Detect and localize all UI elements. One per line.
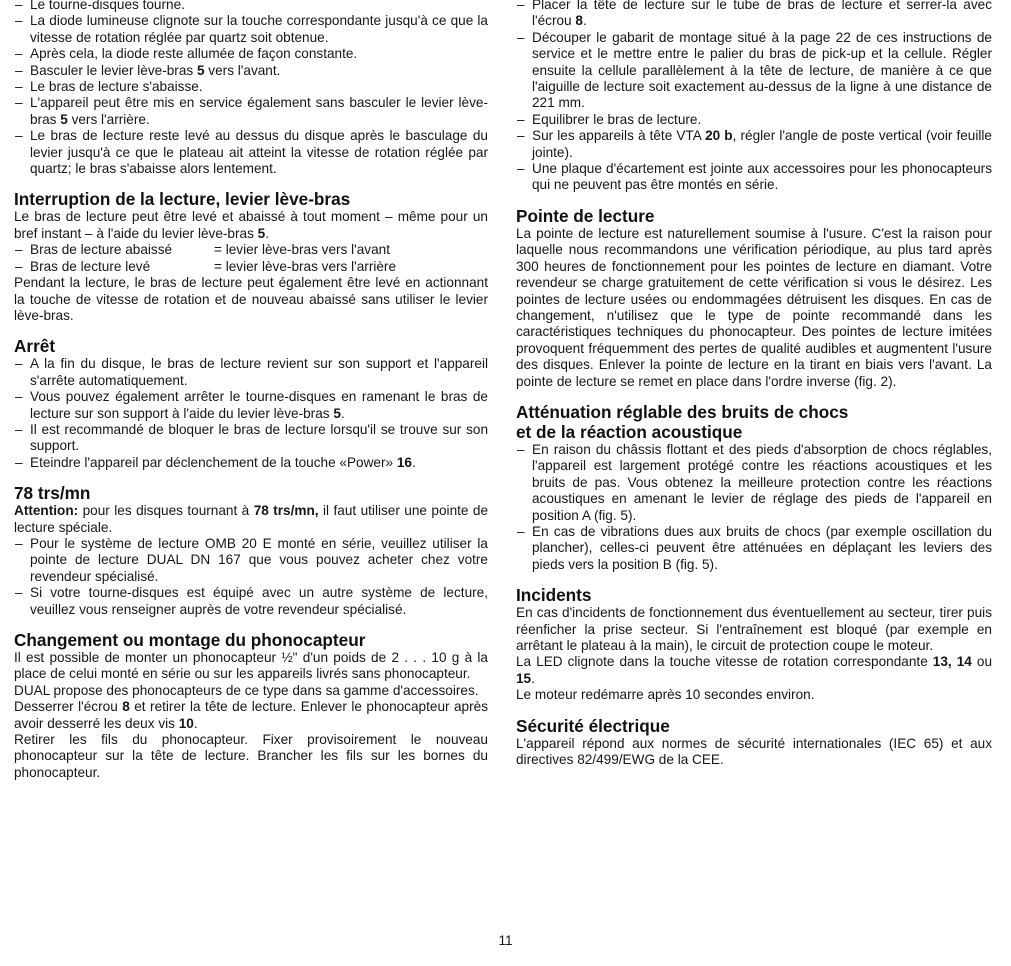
list-item: – A la fin du disque, le bras de lecture revient sur son support et l'appareil s'arrête automatiquement. bbox=[14, 356, 488, 389]
list-item: – Sur les appareils à tête VTA 20 b, régler l'angle de poste vertical (voir feuille jointe). bbox=[516, 128, 992, 161]
paragraph: Il est possible de monter un phonocapteur ½" d'un poids de 2 . . . 10 g à la place de celui monté en série ou sur les appareils livrés sans phonocapteur. bbox=[14, 650, 488, 682]
paragraph: La pointe de lecture est naturellement soumise à l'usure. C'est la raison pour laquelle nous recommandons une vérification périodique, au plus tard après 300 heures de fonctionnement pour les pointes de lecture en diamant. Votre revendeur se charge gratuitement de cette vérification si vous le désirez. Les pointes de lecture usées ou endommagées détruisent les disques. En cas de changement, n'utilisez que le type de pointe recommandé dans les caractéristiques techniques du phonocapteur. Des pointes de lecture imitées provoquent fréquemment des pertes de qualité audibles et augmentent l'usure des disques. Enlever la pointe de lecture en la tirant en biais vers l'avant. La pointe de lecture se remet en place dans l'ordre inverse (fig. 2). bbox=[516, 225, 992, 389]
page-number: 11 bbox=[498, 933, 513, 948]
list-item: – Si votre tourne-disques est équipé avec un autre système de lecture, veuillez vous renseigner auprès de votre revendeur spécialisé. bbox=[14, 585, 488, 618]
section-title-78rpm: 78 trs/mn bbox=[14, 483, 91, 504]
attenuation-list bbox=[516, 442, 992, 573]
intro-list bbox=[516, 0, 992, 194]
paragraph: La LED clignote dans la touche vitesse de rotation correspondante 13, 14 ou 15. bbox=[516, 654, 993, 686]
list-item: – En cas de vibrations dues aux bruits de chocs (par exemple oscillation du plancher), celles-ci peuvent être atténuées en déplaçant les leviers des pieds vers la position B (fig. 5). bbox=[516, 524, 992, 573]
section-title-pointe: Pointe de lecture bbox=[516, 205, 655, 226]
section-title-incidents: Incidents bbox=[516, 585, 592, 606]
list-item: – Bras de lecture levé = levier lève-bras vers l'arrière bbox=[14, 259, 488, 275]
list-item: – L'appareil peut être mis en service également sans basculer le levier lève-bras 5 vers l'arrière. bbox=[14, 95, 488, 128]
section-title-changement: Changement ou montage du phonocapteur bbox=[14, 630, 366, 650]
paragraph: DUAL propose des phonocapteurs de ce type dans sa gamme d'accessoires. bbox=[14, 682, 479, 698]
section-title-securite: Sécurité électrique bbox=[516, 715, 670, 736]
section-title-attenuation: Atténuation réglable des bruits de chocs et de la réaction acoustique bbox=[516, 401, 849, 442]
list-item: – Placer la tête de lecture sur le tube de bras de lecture et serrer-la avec l'écrou 8. bbox=[516, 0, 992, 30]
list-item: – Le bras de lecture s'abaisse. bbox=[14, 79, 488, 95]
paragraph: Le bras de lecture peut être levé et abaissé à tout moment – même pour un bref instant – à l'aide du levier lève-bras 5. bbox=[14, 209, 488, 241]
list-item: – En raison du châssis flottant et des pieds d'absorption de chocs réglables, l'appareil est largement protégé contre les réactions acoustiques et les bruits de pas. Vous obtenez la meilleure protection contre les réactions acoustiques en amenant le levier de réglage des pieds de l'appareil en position A (fig. 5). bbox=[516, 442, 992, 524]
intro-list bbox=[14, 0, 488, 177]
list-item: – Le bras de lecture reste levé au dessus du disque après le basculage du levier jusqu'à ce que le plateau ait atteint la vitesse de rotation réglée par quartz; le bras s'abaisse alors lentement. bbox=[14, 128, 488, 177]
list-item: – Le tourne-disques tourne. bbox=[14, 0, 488, 13]
list-item: – Après cela, la diode reste allumée de façon constante. bbox=[14, 46, 488, 62]
lever-position-list bbox=[14, 242, 488, 275]
paragraph: Pendant la lecture, le bras de lecture peut également être levé en actionnant la touche de vitesse de rotation et de nouveau abaissé sans utiliser le levier lève-bras. bbox=[14, 275, 488, 323]
list-item: – Découper le gabarit de montage situé à la page 22 de ces instructions de service et le mettre entre le palier du bras de pick-up et la cellule. Régler ensuite la cellule parallèlement à la tête de lecture, de manière à ce que l'aiguille de lecture soit exactement au-dessus de la ligne à une distance de 221 mm. bbox=[516, 30, 992, 112]
list-item: – Pour le système de lecture OMB 20 E monté en série, veuillez utiliser la pointe de lecture DUAL DN 167 que vous pouvez acheter chez votre revendeur spécialisé. bbox=[14, 536, 488, 585]
list-item: – La diode lumineuse clignote sur la touche correspondante jusqu'à ce que la vitesse de rotation réglée par quartz soit obtenue. bbox=[14, 13, 488, 46]
list-item: – Basculer le levier lève-bras 5 vers l'avant. bbox=[14, 63, 488, 79]
arret-list bbox=[14, 356, 488, 471]
paragraph: En cas d'incidents de fonctionnement dus éventuellement au secteur, tirer puis réenficher la prise secteur. Si l'entraînement est bloqué (par exemple en arrêtant le plateau à la main), le circuit de protection coupe le moteur. bbox=[516, 605, 992, 653]
right-column bbox=[516, 0, 992, 768]
paragraph: Desserrer l'écrou 8 et retirer la tête de lecture. Enlever le phonocapteur après avoir desserré les deux vis 10. bbox=[14, 699, 488, 731]
attention-paragraph: Attention: pour les disques tournant à 78 trs/mn, il faut utiliser une pointe de lecture spéciale. bbox=[14, 503, 489, 535]
paragraph: Le moteur redémarre après 10 secondes environ. bbox=[516, 687, 815, 703]
left-column bbox=[14, 0, 488, 781]
list-item: – Bras de lecture abaissé = levier lève-bras vers l'avant bbox=[14, 242, 488, 258]
paragraph: L'appareil répond aux normes de sécurité internationales (IEC 65) et aux directives 82/499/EWG de la CEE. bbox=[516, 735, 992, 768]
section-title-arret: Arrêt bbox=[14, 336, 56, 357]
rpm78-list bbox=[14, 536, 488, 618]
section-title-interruption: Interruption de la lecture, levier lève-bras bbox=[14, 189, 351, 210]
list-item: – Il est recommandé de bloquer le bras de lecture lorsqu'il se trouve sur son support. bbox=[14, 422, 488, 455]
list-item: – Equilibrer le bras de lecture. bbox=[516, 112, 992, 128]
list-item: – Une plaque d'écartement est jointe aux accessoires pour les phonocapteurs qui ne peuvent pas être montés en série. bbox=[516, 161, 992, 194]
list-item: – Eteindre l'appareil par déclenchement de la touche «Power» 16. bbox=[14, 455, 488, 471]
list-item: – Vous pouvez également arrêter le tourne-disques en ramenant le bras de lecture sur son support à l'aide du levier lève-bras 5. bbox=[14, 389, 488, 422]
paragraph: Retirer les fils du phonocapteur. Fixer provisoirement le nouveau phonocapteur sur la tête de lecture. Brancher les fils sur les bornes du phonocapteur. bbox=[14, 732, 488, 780]
